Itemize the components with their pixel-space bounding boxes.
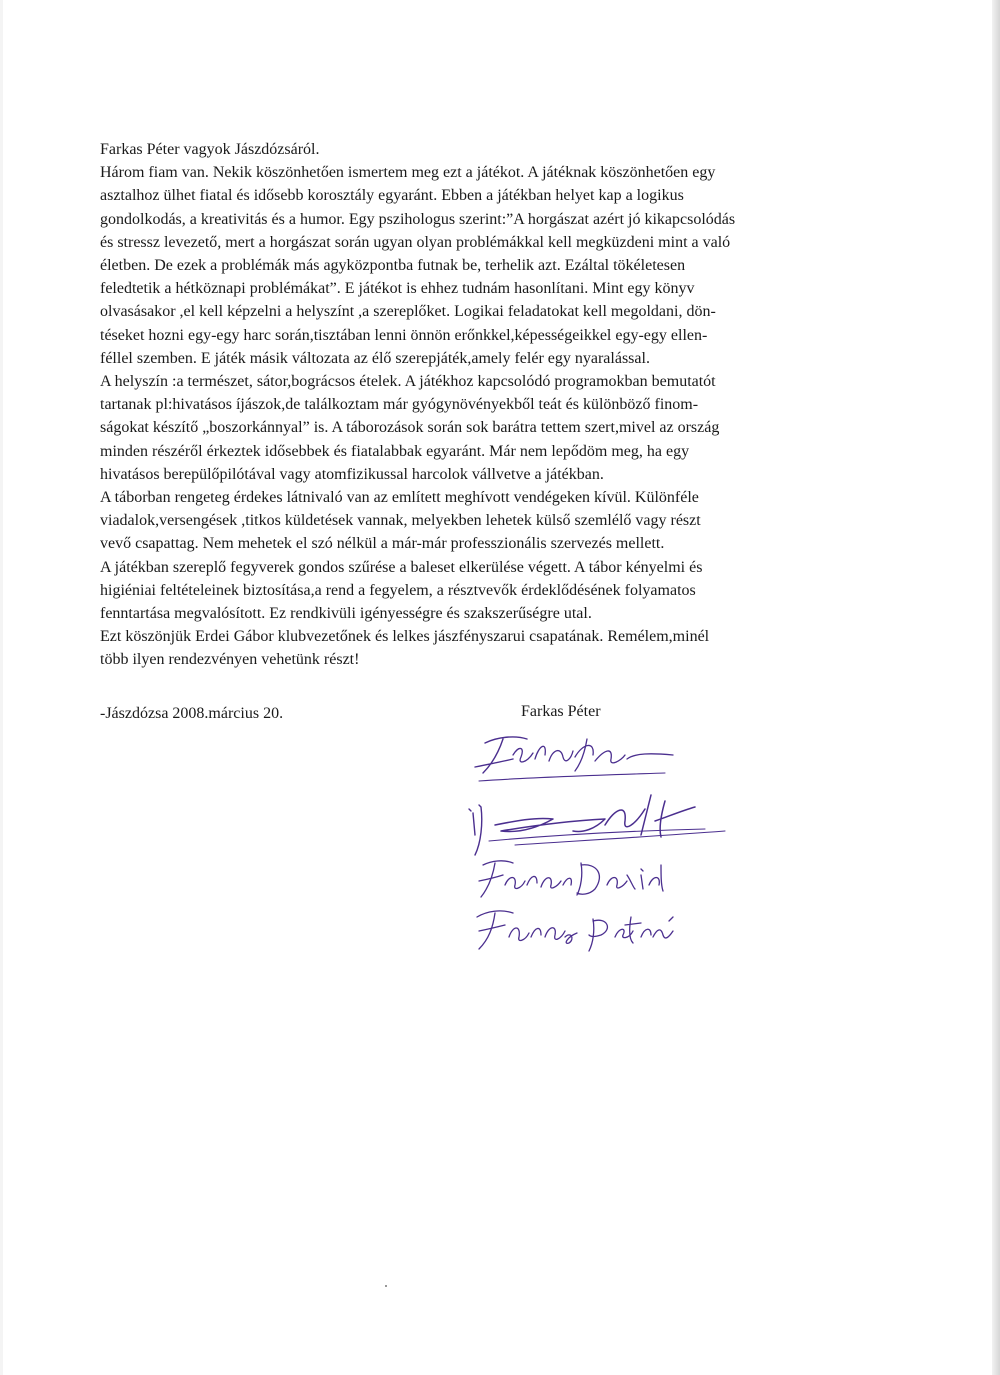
letter-line: minden részéről érkeztek idősebbek és fiatalabbak egyaránt. Már nem lepődöm meg, ha egy [100,442,690,460]
letter-line: és stressz levezető, mert a horgászat során ugyan olyan problémákkal kell megküzdeni mint a való [100,233,731,251]
signature-farkas-peterne [477,911,673,951]
letter-line: vevő csapattag. Nem mehetek el szó nélkül a már-már professzionális szervezés mellett. [100,535,665,553]
letter-line: asztalhoz ülhet fiatal és idősebb korosztály egyaránt. Ebben a játékban helyet kap a logikus [100,187,684,205]
signature-block [455,725,735,975]
letter-line: Ezt köszönjük Erdei Gábor klubvezetőnek és lelkes jászfényszarui csapatának. Remélem,minél [100,628,710,646]
letter-line: feledtetik a hétköznapi problémákat”. E játékot is ehhez tudnám hasonlítani. Mint egy könyv [100,280,695,298]
letter-line: fenntartása megvalósított. Ez rendkivüli igényességre és szakszerűségre utal. [100,605,592,623]
signatures-drawing [455,725,735,975]
letter-line: életben. De ezek a problémák más agyközpontba futnak be, terhelik azt. Ezáltal tökéletesen [100,257,686,275]
letter-line: A helyszín :a természet, sátor,bográcsos ételek. A játékhoz kapcsolódó programokban bemutatót [100,373,716,391]
letter-line: A játékban szereplő fegyverek gondos szűrése a baleset elkerülése végett. A tábor kényelmi és [100,558,703,576]
signature-farkas-david [479,861,663,897]
signature-ifj-farkas-peter [469,795,725,855]
letter-line: ságokat készítő „boszorkánnyal” is. A táborozások során sok barátra tettem szert,mivel az ország [100,419,720,437]
letter-line: gondolkodás, a kreativitás és a humor. Egy pszihologus szerint:”A horgászat azért jó kikapcsolódás [100,210,736,228]
letter-line: Három fiam van. Nekik köszönhetően ismertem meg ezt a játékot. A játéknak köszönhetően egy [100,164,716,182]
page-edge-left [0,0,3,1375]
letter-line: olvasásakor ,el kell képzelni a helyszínt ,a szereplőket. Logikai feladatokat kell megoldani, dön- [100,303,716,321]
letter-line: A táborban rengeteg érdekes látnivaló van az említett meghívott vendégeken kívül. Különféle [100,489,699,507]
letter-line: féllel szemben. E játék másik változata az élő szerepjáték,amely felér egy nyaralással. [100,349,650,367]
letter-line: Farkas Péter vagyok Jászdózsáról. [100,141,320,158]
letter-line: téseket hozni egy-egy harc során,tisztában lenni önnön erőnkkel,képességeikkel egy-egy ellen- [100,326,708,344]
letter-date: -Jászdózsa 2008.március 20. [100,705,284,722]
letter-line: hivatásos berepülőpilótával vagy atomfizikussal harcolok vállvetve a játékban. [100,465,604,483]
letter-line: higiéniai feltételeinek biztosítása,a rend a fegyelem, a résztvevők érdeklődésének folyamatos [100,581,696,599]
page-edge-right [992,0,1000,1375]
scan-speck [385,1285,387,1287]
letter-line: viadalok,versengések ,titkos küldetések vannak, melyekben lehetek külső szemlélő vagy részt [100,512,701,530]
letter-body [100,138,870,672]
signer-name: Farkas Péter [521,703,601,720]
letter-line: több ilyen rendezvényen vehetünk részt! [100,651,360,669]
signature-farkas-peter [475,737,673,781]
letter-line: tartanak pl:hivatásos íjászok,de találkoztam már gyógynövényekből teát és különböző finom- [100,396,699,414]
